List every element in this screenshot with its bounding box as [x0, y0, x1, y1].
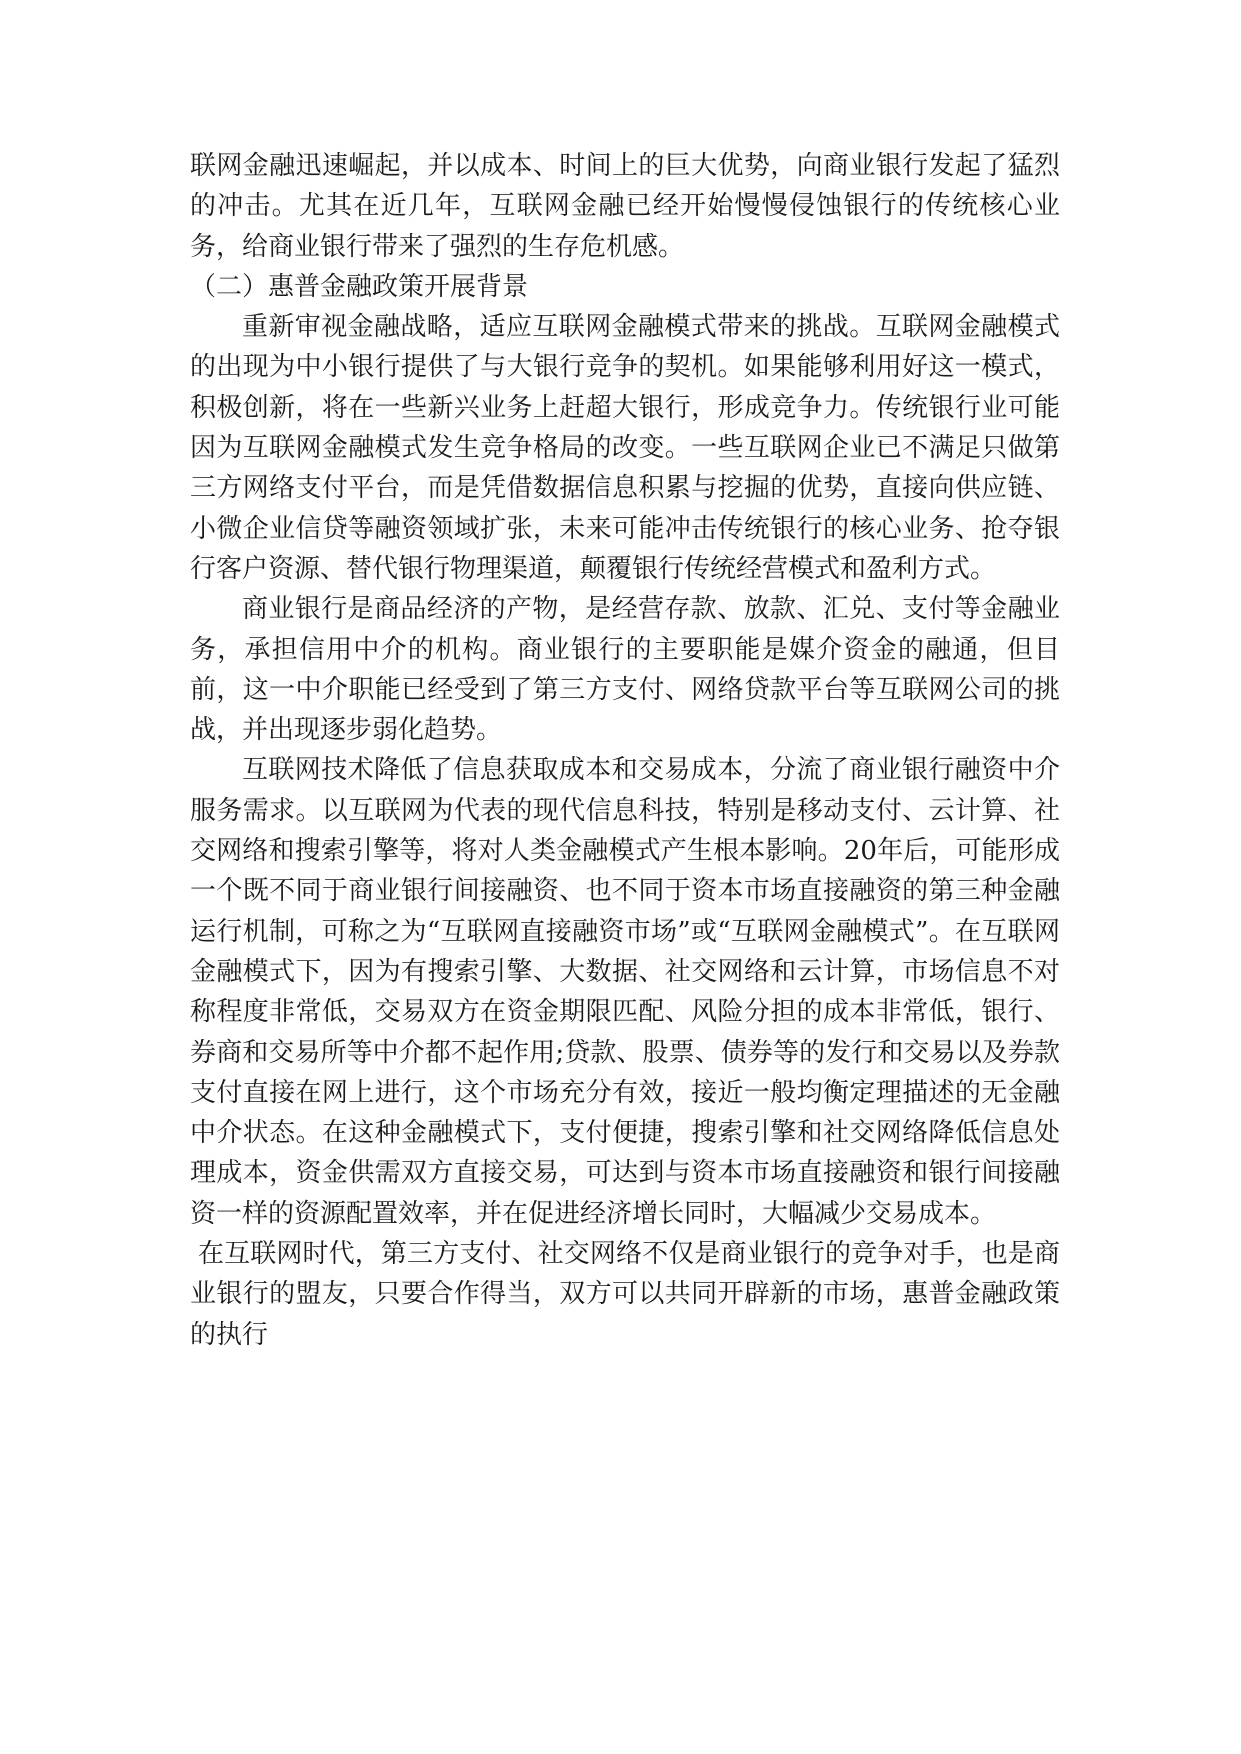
paragraph: 互联网技术降低了信息获取成本和交易成本，分流了商业银行融资中介服务需求。以互联网为代表的现代信息科技，特别是移动支付、云计算、社交网络和搜索引擎等，将对人类金融模式产生根本影响。20年后，可能形成一个既不同于商业银行间接融资、也不同于资本市场直接融资的第三种金融运行机制，可称之为“互联网直接融资市场”或“互联网金融模式”。在互联网金融模式下，因为有搜索引擎、大数据、社交网络和云计算，市场信息不对称程度非常低，交易双方在资金期限匹配、风险分担的成本非常低，银行、券商和交易所等中介都不起作用;贷款、股票、债券等的发行和交易以及券款支付直接在网上进行，这个市场充分有效，接近一般均衡定理描述的无金融中介状态。在这种金融模式下，支付便捷，搜索引擎和社交网络降低信息处理成本，资金供需双方直接交易，可达到与资本市场直接融资和银行间接融资一样的资源配置效率，并在促进经济增长同时，大幅减少交易成本。 — [190, 755, 1060, 1229]
paragraph: 重新审视金融战略，适应互联网金融模式带来的挑战。互联网金融模式的出现为中小银行提供了与大银行竞争的契机。如果能够利用好这一模式，积极创新，将在一些新兴业务上赶超大银行，形成竞争力。传统银行业可能因为互联网金融模式发生竞争格局的改变。一些互联网企业已不满足只做第三方网络支付平台，而是凭借数据信息积累与挖掘的优势，直接向供应链、小微企业信贷等融资领域扩张，未来可能冲击传统银行的核心业务、抢夺银行客户资源、替代银行物理渠道，颠覆银行传统经营模式和盈利方式。 — [190, 312, 1060, 584]
section-heading: （二）惠普金融政策开展背景 — [190, 271, 529, 302]
paragraph: 在互联网时代，第三方支付、社交网络不仅是商业银行的竞争对手，也是商业银行的盟友，只要合作得当，双方可以共同开辟新的市场，惠普金融政策的执行 — [190, 1239, 1060, 1350]
paragraph: 商业银行是商品经济的产物，是经营存款、放款、汇兑、支付等金融业务，承担信用中介的机构。商业银行的主要职能是媒介资金的融通，但目前，这一中介职能已经受到了第三方支付、网络贷款平台等互联网公司的挑战，并出现逐步弱化趋势。 — [190, 594, 1060, 746]
document-body — [190, 146, 1060, 1355]
paragraph-continuation: 联网金融迅速崛起，并以成本、时间上的巨大优势，向商业银行发起了猛烈的冲击。尤其在近几年，互联网金融已经开始慢慢侵蚀银行的传统核心业务，给商业银行带来了强烈的生存危机感。 — [190, 151, 1060, 262]
